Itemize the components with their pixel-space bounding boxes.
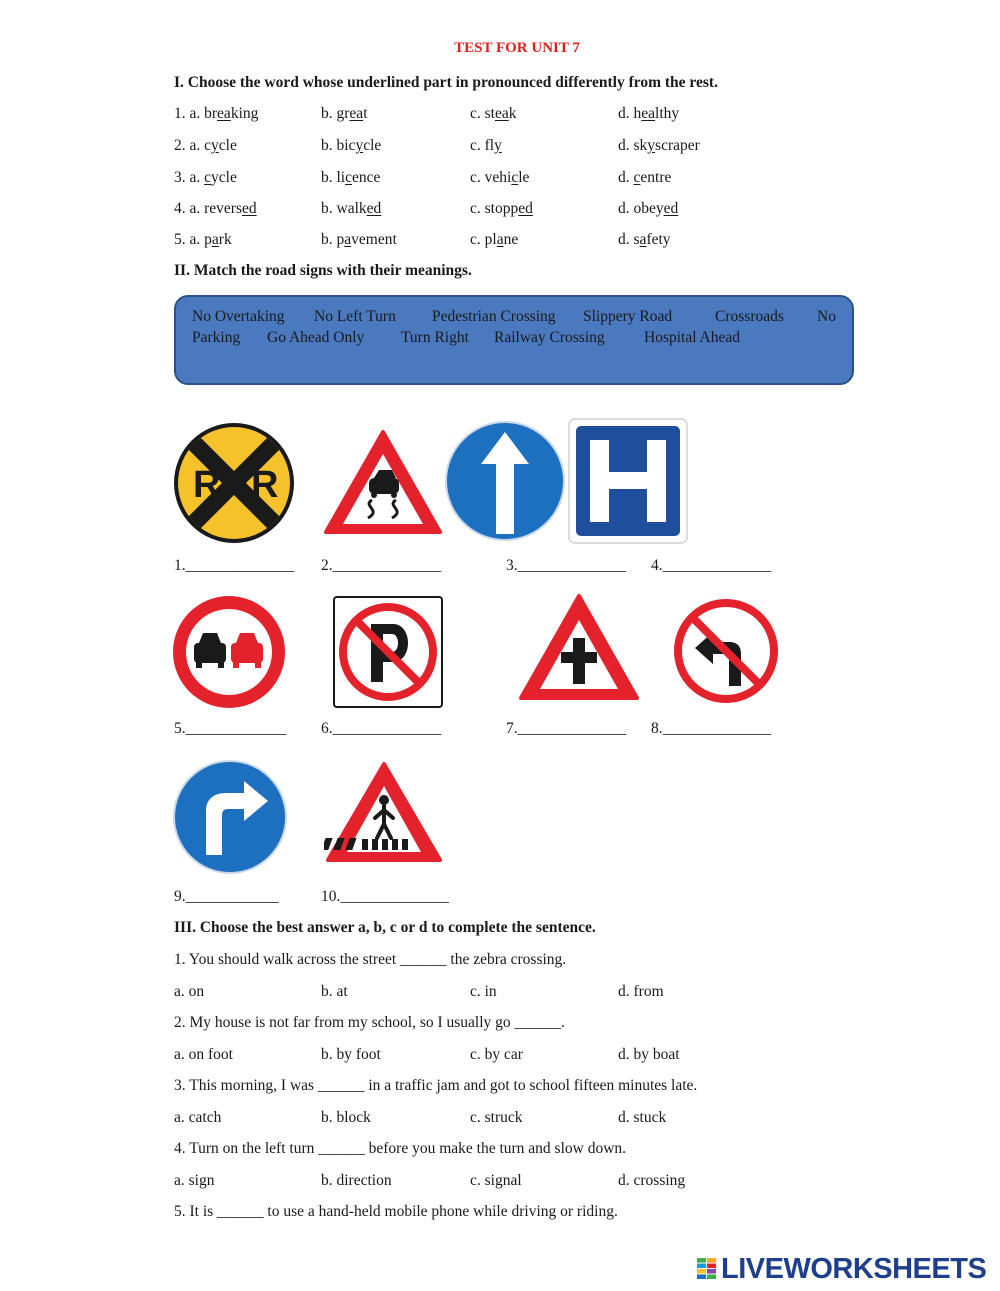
option-text: k bbox=[508, 105, 517, 122]
option-text: 1. a. br bbox=[174, 105, 218, 122]
option-text: d. s bbox=[618, 231, 640, 248]
option-text: d. sk bbox=[618, 137, 648, 154]
mc-option[interactable]: b. block bbox=[321, 1109, 371, 1126]
underlined-part: y bbox=[211, 137, 219, 154]
word-turn-right: Turn Right bbox=[401, 329, 469, 346]
option-text: cle bbox=[363, 137, 382, 154]
blank-3[interactable]: 3.______________ bbox=[506, 557, 627, 574]
page-title: TEST FOR UNIT 7 bbox=[454, 40, 580, 56]
mc-question-5: 5. It is ______ to use a hand-held mobile phone while driving or riding. bbox=[174, 1203, 618, 1220]
underlined-part: ed bbox=[663, 200, 679, 217]
pronunciation-option[interactable] bbox=[321, 105, 368, 123]
section2-heading: II. Match the road signs with their meanings. bbox=[174, 262, 472, 279]
underlined-part: ea bbox=[349, 105, 364, 122]
pronunciation-option[interactable] bbox=[470, 105, 516, 123]
rr-letter-right: R bbox=[251, 464, 279, 506]
pronunciation-option[interactable] bbox=[174, 231, 232, 249]
option-text: t bbox=[363, 105, 368, 122]
underlined-part: y bbox=[494, 137, 502, 154]
underlined-part: c bbox=[511, 169, 519, 186]
option-text: entre bbox=[640, 169, 672, 186]
blank-8[interactable]: 8.______________ bbox=[651, 720, 772, 737]
option-text: ence bbox=[352, 169, 381, 186]
option-text: d. h bbox=[618, 105, 642, 122]
option-text: ne bbox=[503, 231, 519, 248]
underlined-part: c bbox=[633, 169, 641, 186]
mc-option[interactable]: b. direction bbox=[321, 1172, 392, 1189]
underlined-part: y bbox=[647, 137, 656, 154]
pronunciation-option[interactable] bbox=[470, 169, 529, 187]
mc-option[interactable]: a. catch bbox=[174, 1109, 222, 1126]
blank-7[interactable]: 7.______________ bbox=[506, 720, 627, 737]
option-text: d. bbox=[618, 169, 634, 186]
option-text: c. vehi bbox=[470, 169, 512, 186]
logo-text: LIVEWORKSHEETS bbox=[721, 1252, 987, 1285]
option-text: vement bbox=[351, 231, 397, 248]
pronunciation-option[interactable] bbox=[470, 200, 533, 218]
underlined-part: ea bbox=[494, 105, 509, 122]
mc-option[interactable]: a. sign bbox=[174, 1172, 215, 1189]
underlined-part: a bbox=[496, 231, 504, 248]
word-slippery-road: Slippery Road bbox=[583, 308, 673, 325]
pedestrian-crossing-sign bbox=[324, 760, 444, 866]
pronunciation-option[interactable] bbox=[174, 200, 257, 218]
pronunciation-option[interactable] bbox=[618, 169, 671, 187]
option-text: le bbox=[518, 169, 530, 186]
option-text: rk bbox=[218, 231, 232, 248]
mc-option[interactable]: a. on foot bbox=[174, 1046, 233, 1063]
liveworksheets-logo bbox=[697, 1254, 986, 1284]
mc-question-2: 2. My house is not far from my school, so I usually go ______. bbox=[174, 1014, 565, 1031]
blank-5[interactable]: 5._____________ bbox=[174, 720, 287, 737]
rr-letter-left: R bbox=[193, 464, 221, 506]
mc-question-4: 4. Turn on the left turn ______ before you make the turn and slow down. bbox=[174, 1140, 627, 1157]
mc-question-1: 1. You should walk across the street ______ the zebra crossing. bbox=[174, 951, 567, 968]
option-text: 5. a. p bbox=[174, 231, 212, 248]
no-left-turn-sign bbox=[665, 594, 785, 708]
word-go-ahead-only: Go Ahead Only bbox=[267, 329, 365, 346]
option-text: d. obey bbox=[618, 200, 664, 217]
mc-question-3: 3. This morning, I was ______ in a traffic jam and got to school fifteen minutes late. bbox=[174, 1077, 698, 1094]
no-overtaking-sign bbox=[172, 595, 286, 709]
option-text: fety bbox=[646, 231, 671, 248]
underlined-part: a bbox=[211, 231, 219, 248]
underlined-part: c bbox=[345, 169, 353, 186]
mc-option[interactable]: c. in bbox=[470, 983, 497, 1000]
blank-10[interactable]: 10.______________ bbox=[321, 888, 449, 905]
pronunciation-option[interactable] bbox=[618, 200, 678, 218]
underlined-part: ea bbox=[641, 105, 656, 122]
mc-option[interactable]: d. from bbox=[618, 983, 664, 1000]
underlined-part: ea bbox=[217, 105, 231, 122]
word-no: No bbox=[817, 308, 836, 325]
option-text: b. walk bbox=[321, 200, 367, 217]
pronunciation-option[interactable] bbox=[174, 169, 237, 187]
option-text: king bbox=[230, 105, 259, 122]
pronunciation-option[interactable] bbox=[618, 137, 700, 155]
blank-4[interactable]: 4.______________ bbox=[651, 557, 772, 574]
pronunciation-option[interactable] bbox=[321, 231, 397, 249]
underlined-part: ed bbox=[366, 200, 382, 217]
underlined-part: y bbox=[355, 137, 364, 154]
option-text: b. p bbox=[321, 231, 345, 248]
turn-right-sign bbox=[172, 759, 288, 875]
word-no-overtaking: No Overtaking bbox=[192, 308, 285, 325]
pronunciation-option[interactable] bbox=[321, 169, 380, 187]
option-text: 4. a. revers bbox=[174, 200, 242, 217]
option-text: b. bic bbox=[321, 137, 356, 154]
option-text: c. pl bbox=[470, 231, 497, 248]
underlined-part: ed bbox=[518, 200, 533, 217]
pronunciation-option[interactable] bbox=[470, 137, 502, 155]
section1-heading: I. Choose the word whose underlined part in pronounced differently from the rest. bbox=[174, 74, 718, 91]
option-text: scraper bbox=[655, 137, 700, 154]
mc-option[interactable]: b. by foot bbox=[321, 1046, 381, 1063]
mc-option[interactable]: c. signal bbox=[470, 1172, 522, 1189]
blank-2[interactable]: 2.______________ bbox=[321, 557, 442, 574]
section3-heading: III. Choose the best answer a, b, c or d to complete the sentence. bbox=[174, 919, 596, 936]
pronunciation-option[interactable] bbox=[174, 137, 237, 155]
liveworksheets-logo-icon bbox=[697, 1256, 717, 1282]
option-text: c. fl bbox=[470, 137, 495, 154]
crossroads-sign bbox=[517, 592, 641, 704]
pronunciation-option[interactable] bbox=[618, 231, 671, 249]
word-crossroads: Crossroads bbox=[715, 308, 784, 325]
underlined-part: ed bbox=[242, 200, 257, 217]
hospital-sign bbox=[568, 418, 688, 544]
word-hospital-ahead: Hospital Ahead bbox=[644, 329, 740, 346]
option-text: c. stopp bbox=[470, 200, 519, 217]
option-text: cle bbox=[218, 137, 237, 154]
mc-option[interactable]: d. crossing bbox=[618, 1172, 686, 1189]
go-ahead-only-sign bbox=[444, 420, 566, 542]
option-text: 2. a. c bbox=[174, 137, 212, 154]
pronunciation-option[interactable] bbox=[321, 137, 381, 155]
word-pedestrian-crossing: Pedestrian Crossing bbox=[432, 308, 556, 325]
option-text: 3. a. bbox=[174, 169, 205, 186]
railway-crossing-sign bbox=[172, 421, 296, 545]
word-box bbox=[174, 295, 854, 385]
option-text: lthy bbox=[655, 105, 680, 122]
slippery-road-sign bbox=[322, 428, 444, 538]
pronunciation-option[interactable] bbox=[618, 105, 679, 123]
underlined-part: c bbox=[204, 169, 212, 186]
underlined-part: a bbox=[344, 231, 352, 248]
mc-option[interactable]: d. stuck bbox=[618, 1109, 667, 1126]
mc-option[interactable]: c. by car bbox=[470, 1046, 523, 1063]
underlined-part: a bbox=[639, 231, 647, 248]
pronunciation-option[interactable] bbox=[321, 200, 381, 218]
option-text: b. li bbox=[321, 169, 346, 186]
mc-option[interactable]: c. struck bbox=[470, 1109, 523, 1126]
blank-9[interactable]: 9.____________ bbox=[174, 888, 279, 905]
option-text: c. st bbox=[470, 105, 495, 122]
blank-1[interactable]: 1.______________ bbox=[174, 557, 295, 574]
blank-6[interactable]: 6.______________ bbox=[321, 720, 442, 737]
pronunciation-option[interactable] bbox=[470, 231, 518, 249]
no-parking-sign bbox=[333, 596, 443, 708]
mc-option[interactable]: b. at bbox=[321, 983, 348, 1000]
word-railway-crossing: Railway Crossing bbox=[494, 329, 605, 346]
word-parking: Parking bbox=[192, 329, 241, 346]
word-no-left-turn: No Left Turn bbox=[314, 308, 396, 325]
mc-option[interactable]: d. by boat bbox=[618, 1046, 680, 1063]
option-text: b. gr bbox=[321, 105, 350, 122]
pronunciation-option[interactable] bbox=[174, 105, 258, 123]
option-text: ycle bbox=[211, 169, 237, 186]
mc-option[interactable]: a. on bbox=[174, 983, 205, 1000]
